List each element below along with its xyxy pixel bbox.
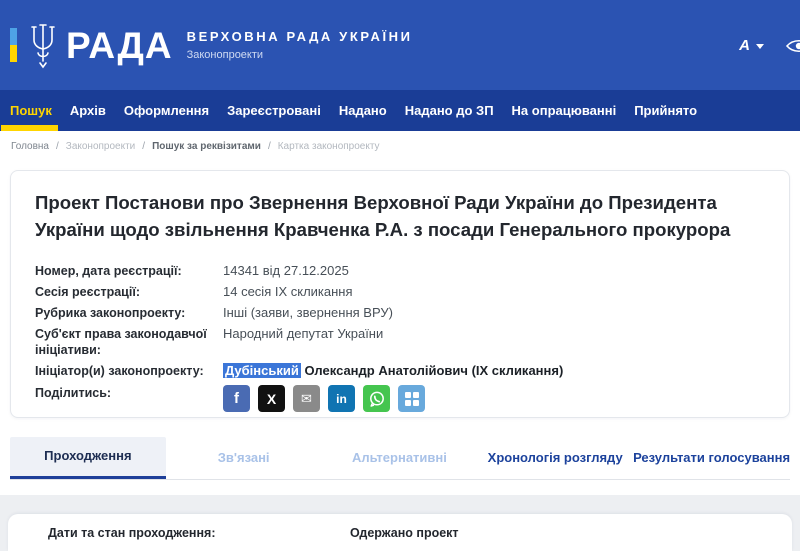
linkedin-icon: in — [336, 391, 347, 406]
nav-item-zareiestrovani[interactable]: Зареєстровані — [227, 103, 321, 118]
tab-khronolohiia-rozghliadu[interactable]: Хронологія розгляду — [487, 450, 623, 465]
nav-item-pryiniato[interactable]: Прийнято — [634, 103, 698, 118]
breadcrumb-bill-card: Картка законопроекту — [277, 140, 380, 152]
header-brand — [10, 21, 413, 69]
main-content — [0, 170, 800, 480]
share-email-button[interactable] — [293, 385, 320, 412]
share-row — [35, 385, 769, 412]
share-label: Поділитись: — [35, 386, 112, 400]
site-header — [0, 0, 800, 90]
detail-value: 14341 від 27.12.2025 — [223, 263, 349, 278]
bill-tabs — [10, 437, 790, 480]
x-twitter-icon: X — [266, 390, 277, 407]
status-value: Одержано проект — [350, 526, 459, 540]
font-size-control[interactable] — [739, 37, 764, 54]
tab-rezultaty-holosuvannia[interactable]: Результати голосування — [633, 450, 791, 465]
detail-row-session — [35, 284, 769, 300]
share-more-button[interactable] — [398, 385, 425, 412]
header-titles — [187, 29, 413, 61]
tab-prokhodzhennia[interactable]: Проходження — [10, 437, 166, 479]
share-facebook-button[interactable] — [223, 385, 250, 412]
site-logo[interactable]: РАДА — [66, 24, 173, 66]
detail-label: Ініціатор(и) законопроекту: — [35, 364, 204, 378]
detail-row-number — [35, 263, 769, 279]
share-more-icon — [405, 392, 419, 406]
flag-blue-stripe — [10, 28, 17, 45]
font-size-label: A — [739, 36, 750, 54]
tab-zviazani[interactable]: Зв'язані — [217, 450, 270, 465]
share-x-twitter-button[interactable] — [258, 385, 285, 412]
initiator-name-highlighted[interactable]: Дубінський — [225, 363, 299, 378]
flag-yellow-stripe — [10, 45, 17, 62]
share-linkedin-button[interactable] — [328, 385, 355, 412]
site-section: Законопроекти — [186, 49, 264, 61]
whatsapp-icon — [368, 390, 386, 408]
facebook-icon: f — [234, 390, 239, 407]
nav-item-nadano-do-zp[interactable]: Надано до ЗП — [404, 103, 494, 118]
breadcrumb — [0, 131, 800, 161]
breadcrumb-search[interactable]: Пошук за реквізитами — [152, 140, 261, 152]
tab-alternatyvni[interactable]: Альтернативні — [351, 450, 447, 465]
share-whatsapp-button[interactable] — [363, 385, 390, 412]
breadcrumb-home[interactable]: Головна — [11, 140, 49, 152]
detail-value: Народний депутат України — [223, 326, 384, 341]
nav-item-oformlennia[interactable]: Оформлення — [123, 103, 210, 118]
share-icons — [223, 385, 425, 412]
nav-item-poshuk[interactable]: Пошук — [1, 90, 61, 131]
detail-value: Інші (заяви, звернення ВРУ) — [223, 305, 393, 320]
status-zone — [0, 495, 800, 551]
breadcrumb-separator: / — [142, 140, 146, 152]
main-nav — [0, 90, 800, 131]
nav-item-na-opratsiuvanni[interactable]: На опрацюванні — [511, 103, 617, 118]
detail-row-rubric — [35, 305, 769, 321]
site-name: ВЕРХОВНА РАДА УКРАЇНИ — [186, 29, 413, 44]
chevron-down-icon — [756, 44, 764, 49]
header-controls — [739, 37, 764, 54]
tryzub-emblem-icon — [28, 21, 58, 69]
initiator-value — [223, 363, 563, 379]
ukraine-flag-icon — [10, 28, 17, 62]
detail-label: Рубрика законопроекту: — [35, 306, 186, 320]
status-label: Дати та стан проходження: — [48, 526, 216, 540]
nav-item-nadano[interactable]: Надано — [338, 103, 387, 118]
detail-label: Суб'єкт права законодавчої ініціативи: — [35, 327, 207, 357]
accessibility-eye-icon[interactable] — [785, 37, 800, 55]
nav-item-arkhiv[interactable]: Архів — [69, 103, 106, 118]
breadcrumb-separator: / — [56, 140, 59, 152]
initiator-name-rest[interactable]: Олександр Анатолійович (IX скликання) — [300, 363, 564, 378]
bill-title: Проект Постанови про Звернення Верховної Ради України до Президента України щодо звільнення Кравченка Р.А. з посади Генерального прокурора — [35, 192, 731, 240]
email-icon: ✉ — [301, 390, 312, 406]
bill-card — [10, 170, 790, 418]
breadcrumb-separator: / — [267, 140, 271, 152]
status-card — [8, 514, 792, 551]
detail-value: 14 сесія IX скликання — [223, 284, 353, 299]
breadcrumb-bills[interactable]: Законопроекти — [65, 140, 136, 152]
detail-label: Номер, дата реєстрації: — [35, 264, 182, 278]
bill-details — [35, 263, 769, 412]
detail-row-initiator — [35, 363, 769, 379]
detail-label: Сесія реєстрації: — [35, 285, 140, 299]
detail-row-subject — [35, 326, 769, 358]
